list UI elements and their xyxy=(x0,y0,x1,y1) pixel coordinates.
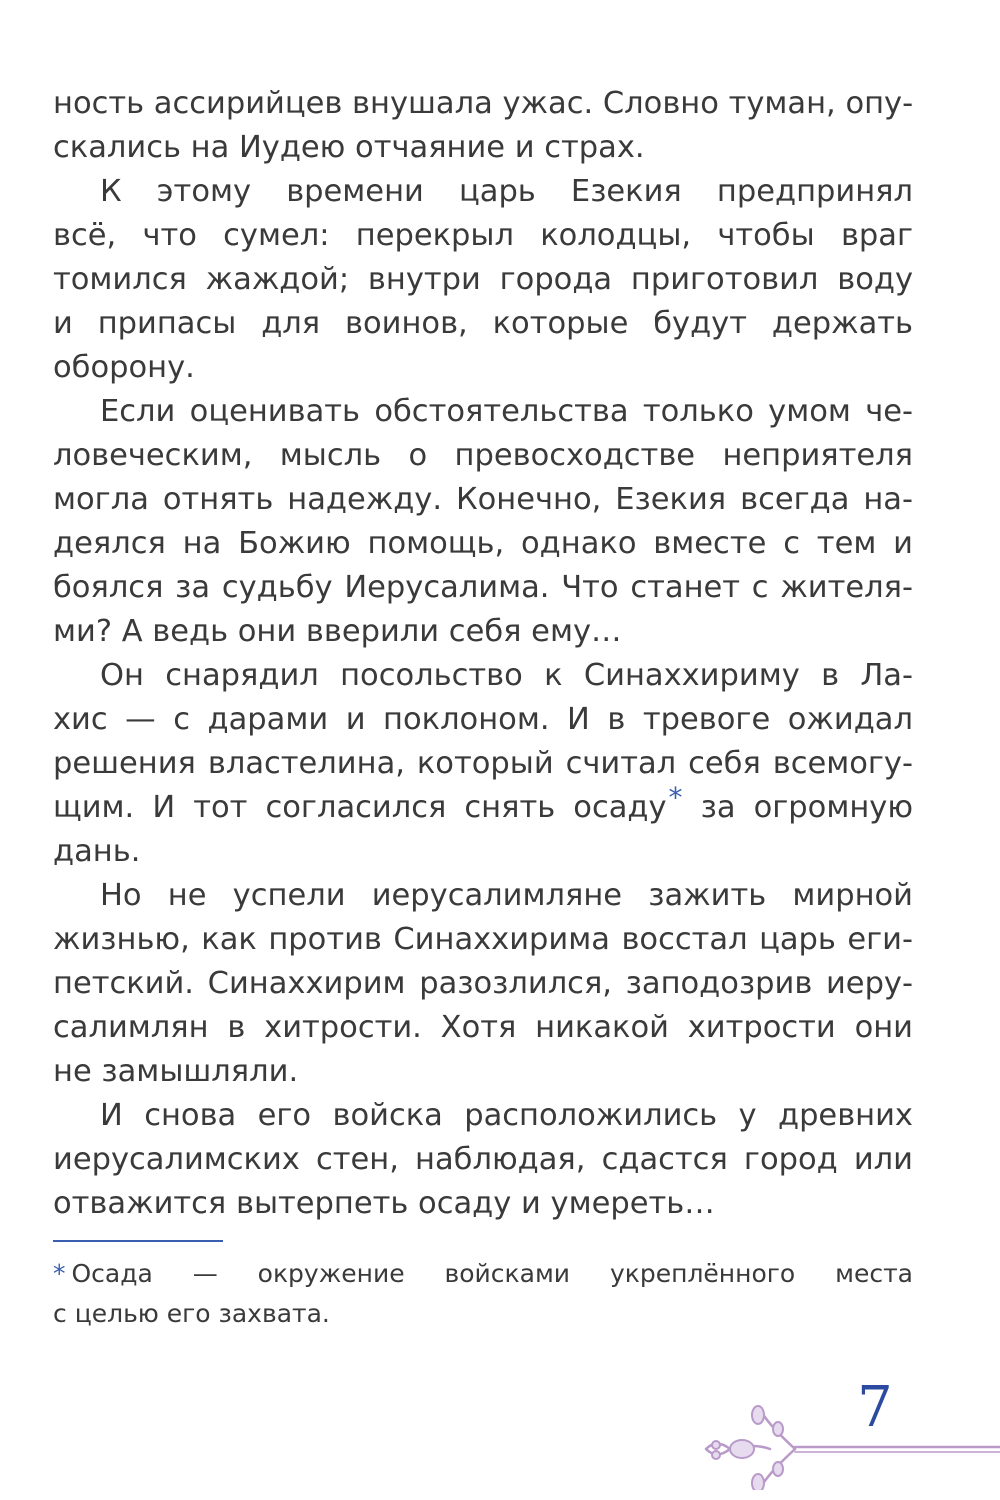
text-fragment: щим. И тот согласился снять осаду xyxy=(53,790,667,825)
text-line: салимлян в хитрости. Хотя никакой хитрости они xyxy=(53,1010,913,1045)
text-line: решения властелина, который считал себя всемогу- xyxy=(53,746,913,781)
text-line: дань. xyxy=(53,834,141,869)
text-line: Если оценивать обстоятельства только умом че- xyxy=(100,394,913,429)
text-line: Но не успели иерусалимляне зажить мирной xyxy=(100,878,913,913)
text-line: Он снарядил посольство к Синаххириму в Ла- xyxy=(100,658,913,693)
footnote-divider xyxy=(53,1240,223,1242)
text-line: иерусалимских стен, наблюдая, сдастся город или xyxy=(53,1142,913,1177)
text-line: ность ассирийцев внушала ужас. Словно туман, опу- xyxy=(53,86,914,121)
text-line: отважится вытерпеть осаду и умереть… xyxy=(53,1186,715,1221)
text-line: жизнью, как против Синаххирима восстал царь еги- xyxy=(53,922,913,957)
text-line-with-footnote xyxy=(53,781,913,830)
body-text xyxy=(53,82,913,1226)
text-fragment: за огромную xyxy=(700,790,913,825)
text-line: деялся на Божию помощь, однако вместе с тем и xyxy=(53,526,913,561)
text-line: петский. Синаххирим разозлился, заподозрив иеру- xyxy=(53,966,913,1001)
text-line: не замышляли. xyxy=(53,1054,299,1089)
text-line: всё, что сумел: перекрыл колодцы, чтобы враг xyxy=(53,218,913,253)
text-line: томился жаждой; внутри города приготовил воду xyxy=(53,262,913,297)
text-line: боялся за судьбу Иерусалима. Что станет с жителя- xyxy=(53,570,913,605)
text-line: К этому времени царь Езекия предпринял xyxy=(100,174,913,209)
footnote-text: Осада — окружение войсками укреплённого места xyxy=(71,1259,913,1288)
footnote xyxy=(53,1254,913,1334)
footnote-line xyxy=(53,1254,913,1294)
text-line: скались на Иудею отчаяние и страх. xyxy=(53,130,645,165)
floral-ornament-icon xyxy=(700,1405,1000,1490)
text-line: оборону. xyxy=(53,350,195,385)
text-line: ми? А ведь они вверили себя ему… xyxy=(53,614,622,649)
footnote-reference[interactable]: * xyxy=(668,781,683,814)
text-line: хис — с дарами и поклоном. И в тревоге ожидал xyxy=(53,702,913,737)
text-line: могла отнять надежду. Конечно, Езекия всегда на- xyxy=(53,482,913,517)
page-number: 7 xyxy=(857,1375,893,1440)
footnote-line: с целью его захвата. xyxy=(53,1299,330,1328)
text-line: И снова его войска расположились у древних xyxy=(100,1098,913,1133)
text-line: ловеческим, мысль о превосходстве неприятеля xyxy=(53,438,913,473)
text-line: и припасы для воинов, которые будут держать xyxy=(53,306,913,341)
footnote-marker: * xyxy=(53,1259,66,1288)
